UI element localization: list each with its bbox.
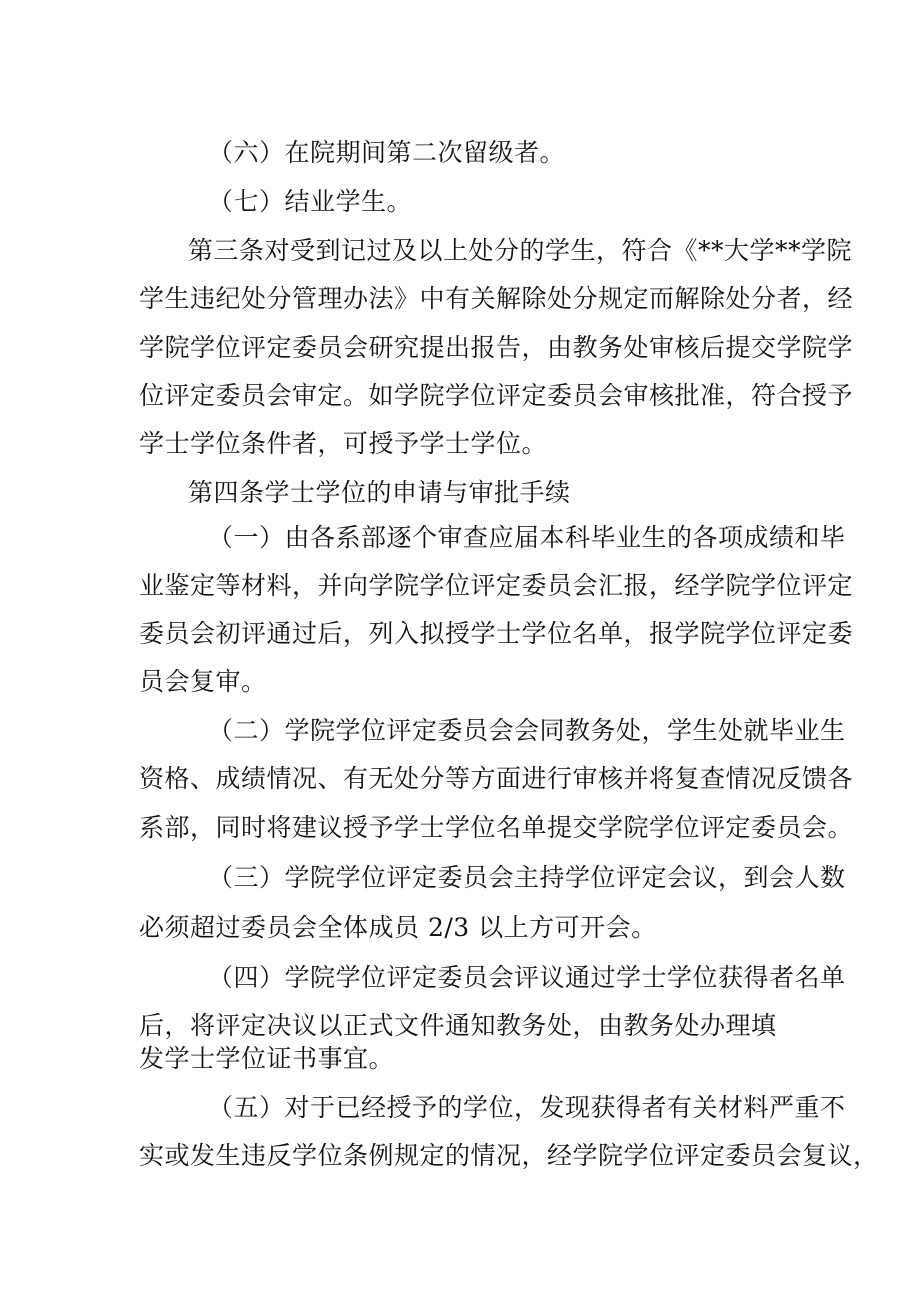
paragraph-line: 发学士学位证书事宜。: [139, 1044, 395, 1073]
paragraph-line: 资格、成绩情况、有无处分等方面进行审核并将复查情况反馈各: [139, 764, 854, 793]
paragraph-line: 学士学位条件者，可授予学士学位。: [139, 429, 548, 458]
paragraph-line: （二）学院学位评定委员会会同教务处，学生处就毕业生: [208, 716, 846, 745]
paragraph-line: 系部，同时将建议授予学士学位名单提交学院学位评定委员会。: [139, 813, 854, 842]
paragraph-line: 第三条对受到记过及以上处分的学生，符合《**大学**学院: [188, 236, 853, 265]
paragraph-line: （六）在院期间第二次留级者。: [208, 138, 566, 167]
paragraph-line: 第四条学士学位的申请与审批手续: [188, 478, 571, 507]
paragraph-line: 委员会初评通过后，列入拟授学士学位名单，报学院学位评定委: [139, 619, 854, 648]
paragraph-line: 必须超过委员会全体成员 2/3 以上方可开会。: [139, 913, 657, 942]
paragraph-line: （三）学院学位评定委员会主持学位评定会议，到会人数: [208, 863, 846, 892]
paragraph-line: （五）对于已经授予的学位，发现获得者有关材料严重不: [208, 1093, 846, 1122]
paragraph-line: 实或发生违反学位条例规定的情况，经学院学位评定委员会复议，: [139, 1141, 879, 1170]
paragraph-line: 业鉴定等材料，并向学院学位评定委员会汇报，经学院学位评定: [139, 571, 854, 600]
paragraph-line: 学院学位评定委员会研究提出报告，由教务处审核后提交学院学: [139, 333, 854, 362]
paragraph-line: 后，将评定决议以正式文件通知教务处，由教务处办理填: [139, 1011, 777, 1040]
paragraph-line: 学生违纪处分管理办法》中有关解除处分规定而解除处分者，经: [139, 284, 854, 313]
paragraph-line: （七）结业学生。: [208, 187, 413, 216]
paragraph-line: 员会复审。: [139, 667, 267, 696]
paragraph-line: （一）由各系部逐个审查应届本科毕业生的各项成绩和毕: [208, 523, 846, 552]
paragraph-line: （四）学院学位评定委员会评议通过学士学位获得者名单: [208, 963, 846, 992]
paragraph-line: 位评定委员会审定。如学院学位评定委员会审核批准，符合授予: [139, 381, 854, 410]
